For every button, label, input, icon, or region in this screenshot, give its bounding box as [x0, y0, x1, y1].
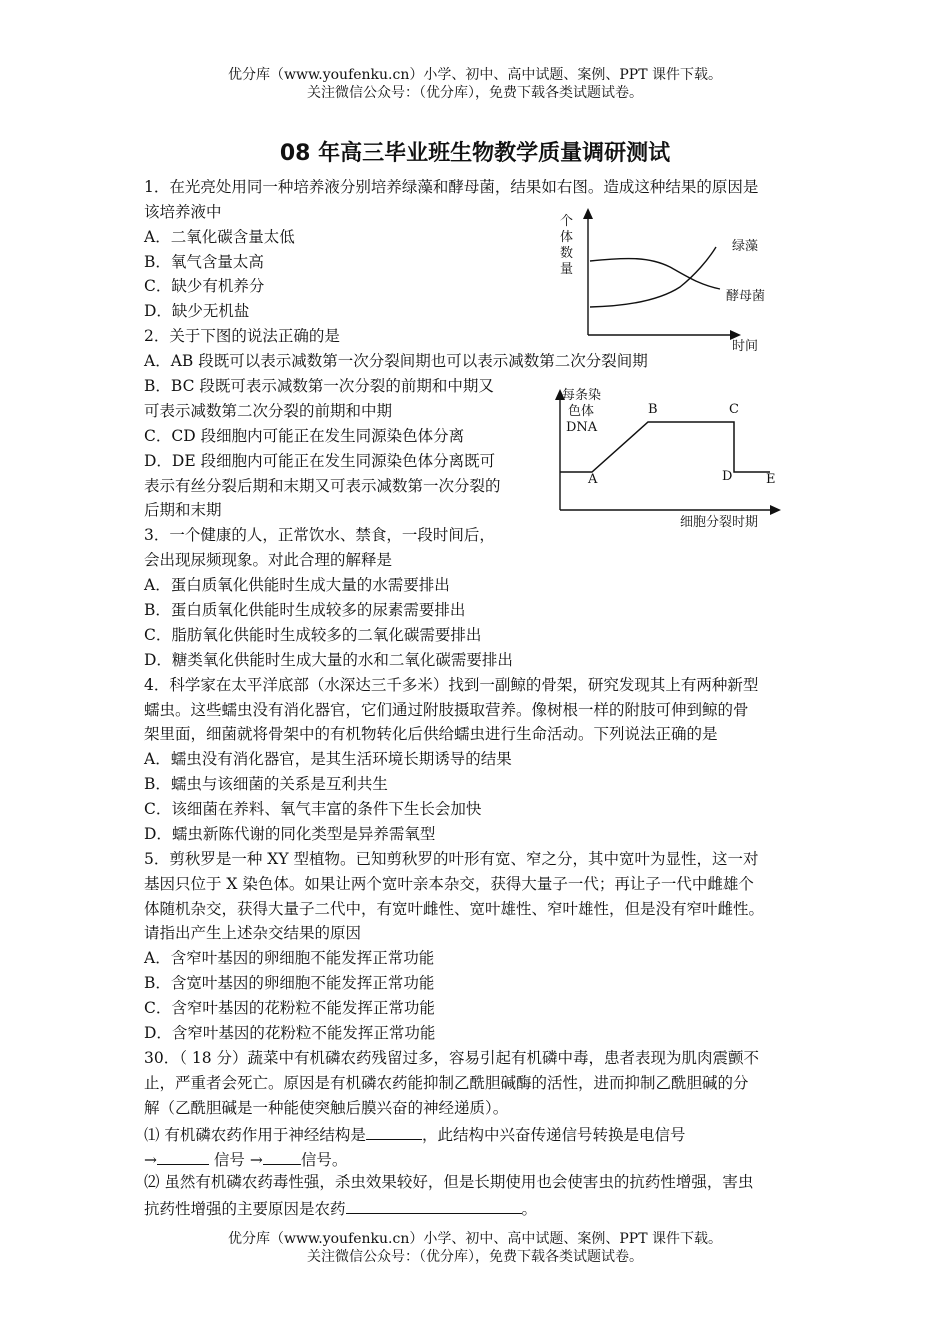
q5-option-d: D．含窄叶基因的花粉粒不能发挥正常功能 [144, 1024, 436, 1042]
q5-stem-1: 5．剪秋罗是一种 XY 型植物。已知剪秋罗的叶形有宽、窄之分，其中宽叶为显性，这一对 [144, 850, 759, 868]
page-title: 08 年高三毕业班生物教学质量调研测试 [279, 141, 671, 166]
q3-stem-2: 会出现尿频现象。对此合理的解释是 [144, 551, 393, 569]
q30-part1-text-b: ，此结构中兴奋传递信号转换是电信号 [421, 1126, 686, 1144]
fig2-point-b: B [648, 402, 658, 417]
fig2-point-c: C [729, 402, 739, 417]
fig2-y-label-3: DNA [566, 420, 598, 435]
q2-option-d-2: 表示有丝分裂后期和末期又可表示减数第一次分裂的 [144, 477, 501, 495]
fig2-y-label-1: 每条染 [562, 388, 602, 403]
q30-part1-text-c: 信号 → [209, 1151, 263, 1169]
q30-part1-line-2 [144, 1148, 347, 1170]
q1-stem-1: 1．在光亮处用同一种培养液分别培养绿藻和酵母菌，结果如右图。造成这种结果的原因是 [144, 178, 759, 196]
q4-stem-2: 蠕虫。这些蠕虫没有消化器官，它们通过附肢摄取营养。像树根一样的附肢可伸到鲸的骨 [144, 701, 749, 719]
fig1-series-yeast [590, 259, 720, 289]
q3-option-a: A．蛋白质氧化供能时生成大量的水需要排出 [144, 576, 450, 594]
q2-option-b-1: B．BC 段既可表示减数第一次分裂的前期和中期又 [144, 377, 494, 395]
figure-1-population-chart [550, 205, 790, 355]
q30-blank-signal-1[interactable] [157, 1148, 209, 1165]
q30-stem-2: 止，严重者会死亡。原因是有机磷农药能抑制乙酰胆碱酶的活性，进而抑制乙酰胆碱的分 [144, 1074, 749, 1092]
header-line-1: 优分库（www.youfenku.cn）小学、初中、高中试题、案例、PPT 课件下载。 [227, 67, 722, 83]
q3-option-c: C．脂肪氧化供能时生成较多的二氧化碳需要排出 [144, 626, 482, 644]
q1-stem-2: 该培养液中 [144, 203, 222, 221]
header-line-2: 关注微信公众号：（优分库），免费下载各类试题试卷。 [307, 85, 643, 101]
q30-stem-3: 解（乙酰胆碱是一种能使突触后膜兴奋的神经递质）。 [144, 1099, 509, 1117]
fig2-point-e: E [766, 472, 776, 487]
q4-option-d: D．蠕虫新陈代谢的同化类型是异养需氧型 [144, 825, 436, 843]
q4-option-a: A．蠕虫没有消化器官，是其生活环境长期诱导的结果 [144, 750, 512, 768]
fig2-x-arrow [770, 505, 781, 515]
q3-stem-1: 3．一个健康的人，正常饮水、禁食，一段时间后， [144, 526, 495, 544]
q30-blank-signal-2[interactable] [263, 1148, 301, 1165]
fig1-y-label-4: 量 [560, 262, 574, 277]
q2-option-b-2: 可表示减数第二次分裂的前期和中期 [144, 402, 393, 420]
fig2-point-a: A [588, 472, 598, 487]
q5-option-a: A．含窄叶基因的卵细胞不能发挥正常功能 [144, 949, 435, 967]
q4-option-b: B．蠕虫与该细菌的关系是互利共生 [144, 775, 388, 793]
q2-option-c: C．CD 段细胞内可能正在发生同源染色体分离 [144, 427, 465, 445]
q1-option-a: A．二氧化碳含量太低 [144, 228, 295, 246]
fig1-label-algae: 绿藻 [732, 239, 759, 254]
footer-line-2: 关注微信公众号：（优分库），免费下载各类试题试卷。 [307, 1249, 643, 1265]
q4-stem-3: 架里面，细菌就将骨架中的有机物转化后供给蠕虫进行生命活动。下列说法正确的是 [144, 725, 718, 743]
q30-part2-text: 抗药性增强的主要原因是农药 [144, 1200, 346, 1218]
q3-option-b: B．蛋白质氧化供能时生成较多的尿素需要排出 [144, 601, 466, 619]
q2-option-d-1: D．DE 段细胞内可能正在发生同源染色体分离既可 [144, 452, 496, 470]
fig1-series-algae [590, 247, 716, 307]
fig2-x-label: 细胞分裂时期 [680, 515, 759, 530]
q5-stem-2: 基因只位于 X 染色体。如果让两个宽叶亲本杂交，获得大量子一代；再让子一代中雌雄个 [144, 875, 754, 893]
q2-stem: 2．关于下图的说法正确的是 [144, 327, 340, 345]
fig1-y-label-2: 体 [560, 230, 574, 245]
q5-stem-4: 请指出产生上述杂交结果的原因 [144, 924, 362, 942]
q30-part2-line-2 [144, 1197, 537, 1219]
q5-stem-3: 体随机杂交，获得大量子二代中，有宽叶雌性、宽叶雄性、窄叶雄性，但是没有窄叶雌性。 [144, 900, 765, 918]
q30-blank-reason[interactable] [346, 1197, 522, 1214]
q1-option-b: B．氧气含量太高 [144, 253, 264, 271]
footer-line-1: 优分库（www.youfenku.cn）小学、初中、高中试题、案例、PPT 课件下载。 [227, 1231, 722, 1247]
q30-part2-line-1: ⑵ 虽然有机磷农药毒性强，杀虫效果较好，但是长期使用也会使害虫的抗药性增强，害虫 [144, 1173, 754, 1191]
q30-arrow: → [144, 1151, 157, 1169]
q1-option-d: D．缺少无机盐 [144, 302, 250, 320]
q30-part1-text-a: ⑴ 有机磷农药作用于神经结构是 [144, 1126, 366, 1144]
q30-stem-1: 30．（ 18 分）蔬菜中有机磷农药残留过多，容易引起有机磷中毒，患者表现为肌肉震颤不 [144, 1049, 760, 1067]
fig2-point-d: D [722, 469, 733, 484]
q30-part2-end: 。 [521, 1200, 538, 1218]
figure-2-dna-chart [540, 380, 800, 532]
q4-stem-1: 4．科学家在太平洋底部（水深达三千多米）找到一副鲸的骨架，研究发现其上有两种新型 [144, 676, 759, 694]
fig2-y-label-2: 色体 [568, 404, 595, 419]
fig1-x-label: 时间 [732, 339, 759, 354]
q4-option-c: C．该细菌在养料、氧气丰富的条件下生长会加快 [144, 800, 482, 818]
fig1-label-yeast: 酵母菌 [726, 289, 766, 304]
fig1-y-arrow [583, 208, 593, 219]
q30-part1-text-d: 信号。 [300, 1151, 348, 1169]
q2-option-a: A．AB 段既可以表示减数第一次分裂间期也可以表示减数第二次分裂间期 [144, 352, 648, 370]
q2-option-d-3: 后期和末期 [144, 501, 222, 519]
fig1-y-label-1: 个 [560, 214, 574, 229]
q3-option-d: D．糖类氧化供能时生成大量的水和二氧化碳需要排出 [144, 651, 513, 669]
q5-option-c: C．含窄叶基因的花粉粒不能发挥正常功能 [144, 999, 435, 1017]
q5-option-b: B．含宽叶基因的卵细胞不能发挥正常功能 [144, 974, 435, 992]
q30-part1-line-1 [144, 1123, 685, 1145]
q30-blank-structure[interactable] [366, 1123, 422, 1140]
fig1-y-label-3: 数 [560, 246, 574, 261]
q1-option-c: C．缺少有机养分 [144, 277, 265, 295]
